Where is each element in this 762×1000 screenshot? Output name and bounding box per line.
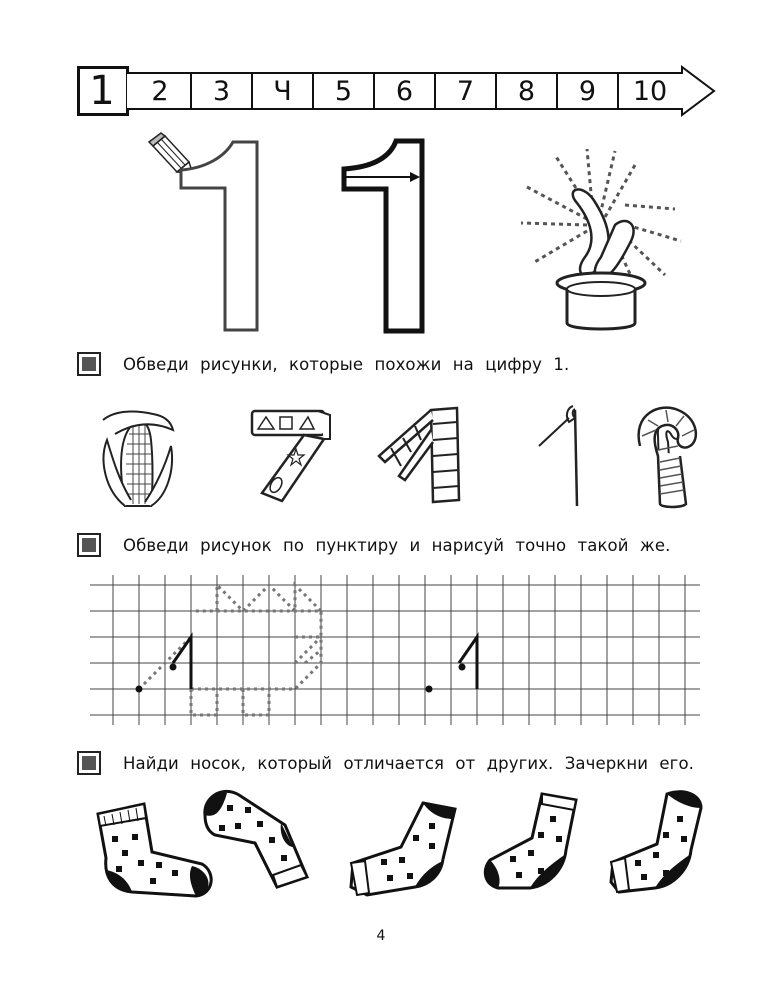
candy-cane-picture [628,400,708,510]
drawing-grid [85,570,705,730]
current-number: 1 [89,68,115,114]
number-cell: 7 [456,75,475,107]
task-3-text: Найди носок, который отличается от других. Зачеркни его. [123,753,694,773]
task-3 [77,751,694,775]
task-1-text: Обведи рисунки, которые похожи на цифру 1. [123,354,570,374]
ladder-picture [375,400,475,510]
number-line [77,66,717,116]
sock-picture [480,788,585,898]
task-bullet-icon [77,751,101,775]
sock-picture [605,788,710,898]
needle-picture [535,400,595,510]
number-cell: 2 [151,75,169,107]
magic-hat-picture [515,145,690,335]
sock-picture [345,795,465,900]
corn-picture [95,400,185,510]
number-cell: Ч [273,75,292,107]
task-bullet-icon [77,352,101,376]
sock-picture [195,785,325,895]
number-cell: 6 [395,75,414,107]
number-cell: 9 [578,75,597,107]
task-2 [77,533,670,557]
task-2-text: Обведи рисунок по пунктиру и нарисуй точно такой же. [123,535,671,555]
task-bullet-icon [77,533,101,557]
task-1 [77,352,569,376]
number-cell: 3 [212,75,231,107]
solid-digit-one [340,135,430,335]
page-number: 4 [376,928,386,944]
number-cell: 5 [334,75,353,107]
outline-digit-one [145,132,265,337]
number-cell: 8 [517,75,536,107]
number-cell: 10 [632,75,668,107]
pencil-icon [149,133,193,174]
blocks-seven-picture [248,405,338,505]
